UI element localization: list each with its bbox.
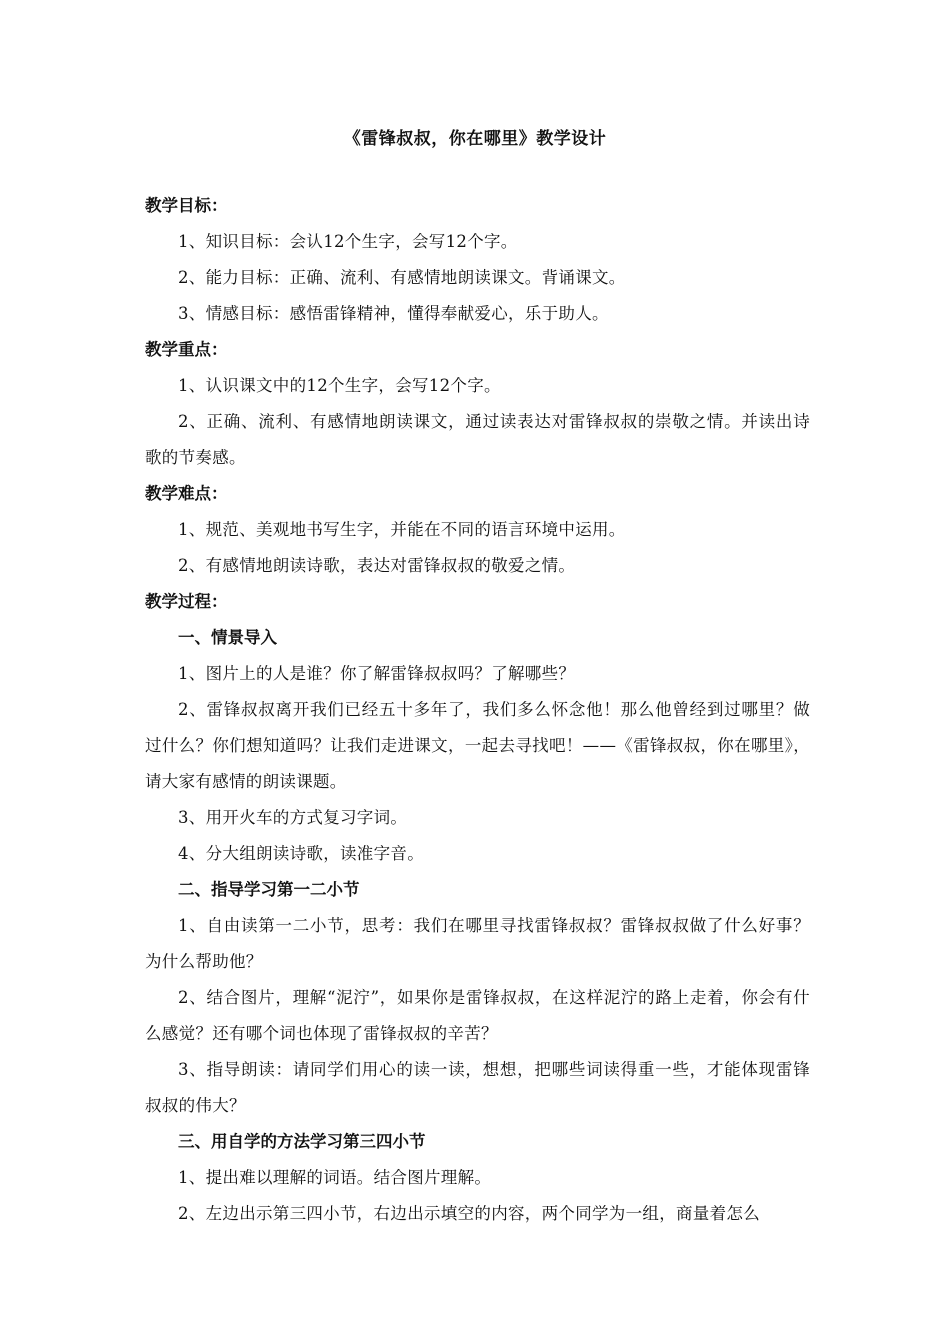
goal-item-2: 2、能力目标：正确、流利、有感情地朗读课文。背诵课文。 bbox=[178, 268, 626, 287]
difficulty-item-2: 2、有感情地朗读诗歌，表达对雷锋叔叔的敬爱之情。 bbox=[178, 556, 576, 575]
process-part-1-item-4: 4、分大组朗读诗歌，读准字音。 bbox=[178, 844, 424, 863]
process-part-2-heading: 二、指导学习第一二小节 bbox=[178, 880, 360, 899]
process-part-1-item-3: 3、用开火车的方式复习字词。 bbox=[178, 808, 408, 827]
process-part-1-item-1: 1、图片上的人是谁？你了解雷锋叔叔吗？了解哪些？ bbox=[178, 664, 576, 683]
process-part-2-item-3: 3、指导朗读：请同学们用心的读一读，想想，把哪些词读得重一些，才能体现雷锋叔叔的伟大？ bbox=[145, 1060, 810, 1115]
document-body bbox=[145, 188, 810, 1232]
process-part-3-heading: 三、用自学的方法学习第三四小节 bbox=[178, 1132, 426, 1151]
key-point-item-2: 2、正确、流利、有感情地朗读课文，通过读表达对雷锋叔叔的崇敬之情。并读出诗歌的节奏感。 bbox=[145, 412, 810, 467]
section-heading-difficulties: 教学难点： bbox=[145, 484, 228, 503]
process-part-3-item-1: 1、提出难以理解的词语。结合图片理解。 bbox=[178, 1168, 492, 1187]
section-heading-process: 教学过程： bbox=[145, 592, 228, 611]
difficulty-item-1: 1、规范、美观地书写生字，并能在不同的语言环境中运用。 bbox=[178, 520, 626, 539]
process-part-1-item-2: 2、雷锋叔叔离开我们已经五十多年了，我们多么怀念他！那么他曾经到过哪里？做过什么？你们想知道吗？让我们走进课文，一起去寻找吧！——《雷锋叔叔，你在哪里》，请大家有感情的朗读课题。 bbox=[145, 700, 810, 791]
key-point-item-1: 1、认识课文中的12个生字，会写12个字。 bbox=[178, 376, 501, 395]
process-part-3-item-2: 2、左边出示第三四小节，右边出示填空的内容，两个同学为一组，商量着怎么 bbox=[178, 1204, 760, 1223]
process-part-1-heading: 一、情景导入 bbox=[178, 628, 277, 647]
process-part-2-item-2: 2、结合图片，理解“泥泞”，如果你是雷锋叔叔，在这样泥泞的路上走着，你会有什么感觉？还有哪个词也体现了雷锋叔叔的辛苦？ bbox=[145, 988, 810, 1043]
process-part-2-item-1: 1、自由读第一二小节，思考：我们在哪里寻找雷锋叔叔？雷锋叔叔做了什么好事？为什么帮助他？ bbox=[145, 916, 810, 971]
section-heading-key-points: 教学重点： bbox=[145, 340, 228, 359]
document-title: 《雷锋叔叔，你在哪里》教学设计 bbox=[343, 129, 607, 149]
section-heading-goals: 教学目标： bbox=[145, 196, 228, 215]
goal-item-3: 3、情感目标：感悟雷锋精神，懂得奉献爱心，乐于助人。 bbox=[178, 304, 609, 323]
goal-item-1: 1、知识目标：会认12个生字，会写12个字。 bbox=[178, 232, 518, 251]
